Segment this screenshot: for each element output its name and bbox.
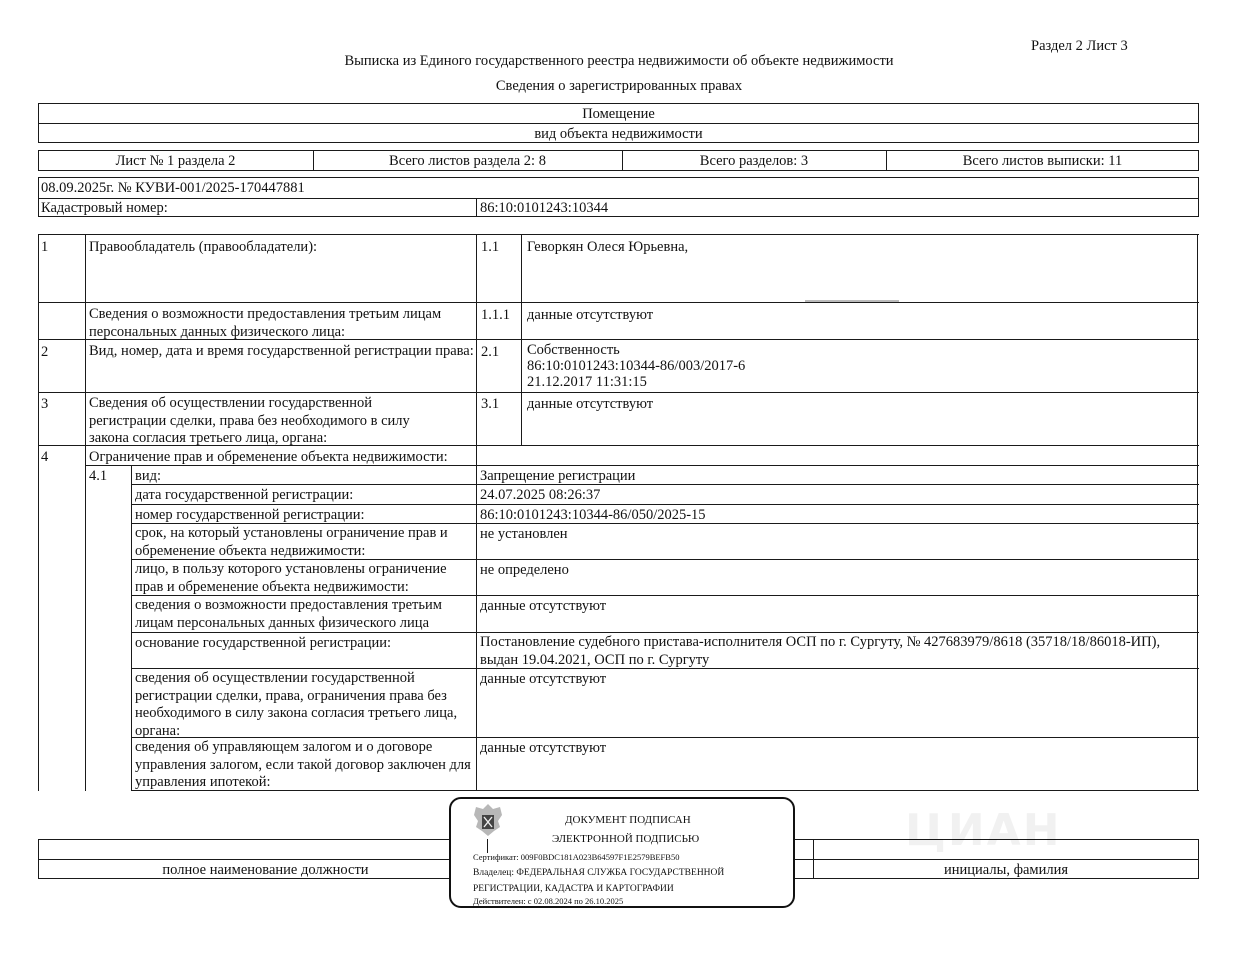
redaction-mark [805, 300, 899, 302]
watermark: ЦИАН [905, 805, 1062, 856]
divider [131, 632, 1199, 633]
transaction-label: Сведения об осуществлении государственной регистрации сделки, права без необходимого в силу закона согласия третьего лица, органа: [89, 395, 410, 446]
transaction-value: данные отсутствуют [527, 396, 654, 412]
divider [85, 465, 1199, 466]
divider [476, 234, 477, 446]
sub-number: 2.1 [481, 344, 500, 360]
encumbrance-label: сведения об осуществлении государственной регистрации сделки, права, ограничения права без необходимого в силу закона согласия третьего лица, органа: [135, 670, 458, 739]
position-caption: полное наименование должности [162, 862, 369, 878]
row-number: 2 [41, 344, 49, 360]
personal-data-value: данные отсутствуют [527, 307, 654, 323]
ownership-datetime: 21.12.2017 11:31:15 [527, 374, 647, 390]
name-caption: инициалы, фамилия [943, 862, 1069, 878]
cadastral-label: Кадастровый номер: [41, 200, 168, 216]
extract-date-number: 08.09.2025г. № КУВИ-001/2025-170447881 [41, 180, 305, 196]
rightholder-name: Геворкян Олеся Юрьевна, [527, 239, 689, 255]
coat-of-arms-icon [471, 801, 505, 839]
divider [476, 445, 477, 791]
divider [131, 465, 132, 791]
divider [1197, 234, 1198, 791]
total-sheets-section: Всего листов раздела 2: 8 [389, 153, 546, 169]
divider [38, 392, 1199, 393]
encumbrance-label: вид: [135, 468, 162, 484]
total-sheets-extract: Всего листов выписки: 11 [962, 153, 1123, 169]
encumbrance-value: Постановление судебного пристава-исполнителя ОСП по г. Сургуту, № 427683979/8618 (35718/18/86018-ИП), выдан 19.04.2021, ОСП по г. Сургуту [480, 634, 1161, 668]
encumbrance-value: данные отсутствуют [480, 598, 607, 614]
stamp-validity: Действителен: с 02.08.2024 по 26.10.2025 [473, 896, 624, 906]
document-subtitle: Сведения о зарегистрированных правах [495, 78, 743, 94]
ownership-type: Собственность [527, 342, 620, 358]
encumbrance-heading: Ограничение прав и обременение объекта недвижимости: [89, 449, 448, 465]
encumbrance-value: 86:10:0101243:10344-86/050/2025-15 [480, 507, 706, 523]
row-number: 4 [41, 449, 49, 465]
divider [131, 484, 1199, 485]
sub-number: 4.1 [89, 468, 108, 484]
cadastral-number: 86:10:0101243:10344 [480, 200, 609, 216]
ownership-number: 86:10:0101243:10344-86/003/2017-6 [527, 358, 746, 374]
registration-label: Вид, номер, дата и время государственной регистрации права: [89, 343, 474, 359]
encumbrance-value: данные отсутствуют [480, 740, 607, 756]
sub-number: 1.1.1 [481, 307, 510, 323]
encumbrance-label: основание государственной регистрации: [135, 635, 392, 651]
divider [476, 198, 477, 217]
encumbrance-label: дата государственной регистрации: [135, 487, 354, 503]
encumbrance-value: не установлен [480, 526, 568, 542]
stamp-owner-continued: РЕГИСТРАЦИИ, КАДАСТРА И КАРТОГРАФИИ [473, 884, 674, 894]
sheet-of-section: Лист № 1 раздела 2 [115, 153, 236, 169]
stamp-owner: Владелец: ФЕДЕРАЛЬНАЯ СЛУЖБА ГОСУДАРСТВЕННОЙ [473, 868, 725, 878]
rightholder-label: Правообладатель (правообладатели): [89, 239, 318, 255]
divider [38, 302, 1199, 303]
encumbrance-label: срок, на который установлены ограничение прав и обременение объекта недвижимости: [135, 525, 448, 559]
encumbrance-label: сведения о возможности предоставления третьим лицам персональных данных физического лица [135, 597, 442, 631]
encumbrance-label: сведения об управляющем залогом и о договоре управления залогом, если такой договор заключен для управления ипотекой: [135, 739, 471, 790]
divider [38, 198, 1199, 199]
encumbrance-value: не определено [480, 562, 569, 578]
stamp-line2: ЭЛЕКТРОННОЙ ПОДПИСЬЮ [552, 833, 700, 845]
encumbrance-value: Запрещение регистрации [480, 468, 636, 484]
encumbrance-value: данные отсутствуют [480, 671, 607, 687]
divider [131, 504, 1199, 505]
object-type-caption: вид объекта недвижимости [534, 126, 703, 142]
encumbrance-label: лицо, в пользу которого установлены ограничение прав и обременение объекта недвижимости: [135, 561, 447, 595]
divider [85, 234, 86, 791]
row-number: 3 [41, 396, 49, 412]
document-title: Выписка из Единого государственного реестра недвижимости об объекте недвижимости [344, 53, 894, 69]
total-sections: Всего разделов: 3 [699, 153, 809, 169]
sub-number: 3.1 [481, 396, 500, 412]
section-sheet-label: Раздел 2 Лист 3 [1031, 38, 1128, 54]
personal-data-label: Сведения о возможности предоставления третьим лицам персональных данных физического лица: [89, 306, 442, 340]
stamp-certificate: Сертификат: 009F0BDC181A023B64597F1E2579BEFB50 [473, 852, 680, 862]
stamp-line1: ДОКУМЕНТ ПОДПИСАН [565, 814, 691, 826]
object-type-value: Помещение [582, 106, 655, 122]
e-signature-stamp [449, 797, 795, 908]
divider [38, 123, 1199, 124]
encumbrance-label: номер государственной регистрации: [135, 507, 365, 523]
encumbrance-value: 24.07.2025 08:26:37 [480, 487, 601, 503]
sub-number: 1.1 [481, 239, 500, 255]
divider [521, 234, 522, 446]
row-number: 1 [41, 239, 49, 255]
